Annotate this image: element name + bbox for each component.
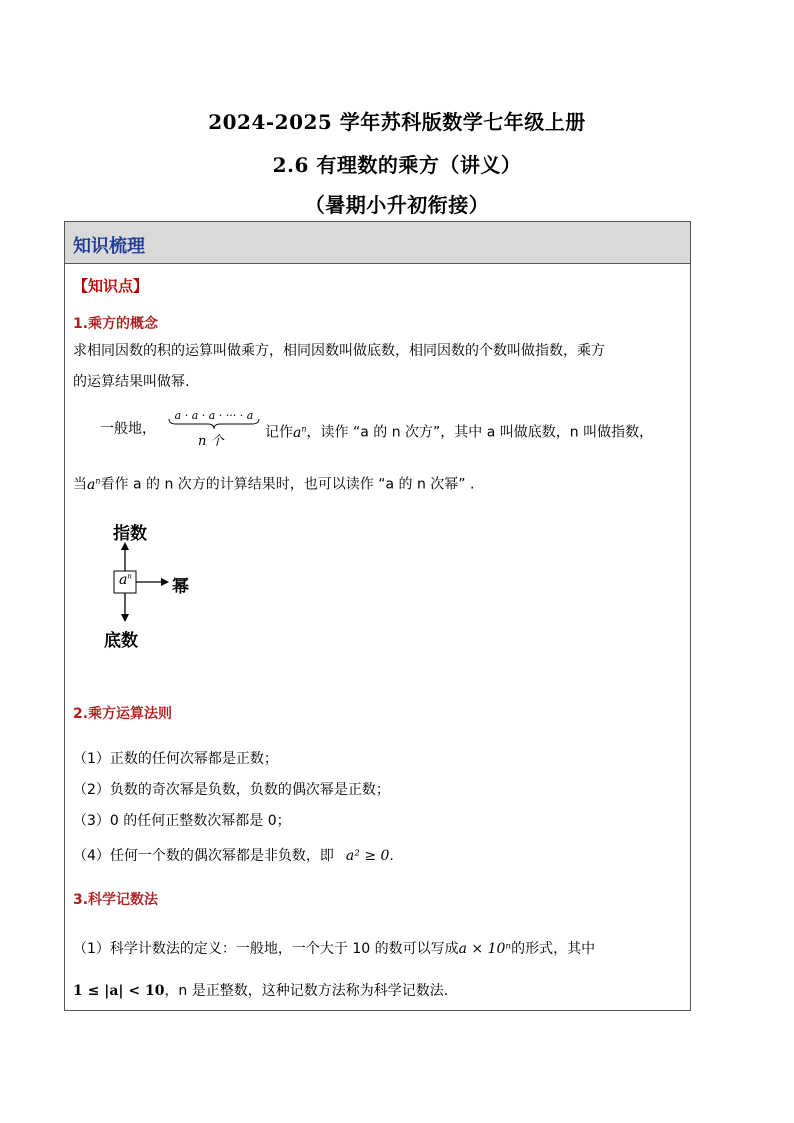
part1-para3-rest: 看作 a 的 n 次方的计算结果时，也可以读作 “a 的 n 次幂” . bbox=[100, 476, 475, 493]
part1-generally: 一般地， bbox=[100, 421, 156, 437]
n-count-label bbox=[198, 432, 224, 452]
part1-heading: 1.乘方的概念 bbox=[73, 316, 159, 332]
rule-4-math: a² ≥ 0 bbox=[345, 848, 390, 864]
sci-def-rest: ，n 是正整数，这种记数方法称为科学记数法. bbox=[164, 983, 449, 999]
a-n-inline-2 bbox=[87, 477, 101, 493]
part1-para3-prefix: 当 bbox=[73, 476, 87, 493]
diagram-center-exp: n bbox=[127, 572, 132, 581]
product-expression: a · a · a · ··· · a bbox=[174, 409, 254, 422]
diagram-center-base: a bbox=[119, 572, 128, 588]
sci-notation-def-line1 bbox=[73, 939, 595, 959]
n-count: n 个 bbox=[198, 434, 224, 449]
part1-para2-rest: ，读作 “a 的 n 次方”，其中 a 叫做底数，n 叫做指数， bbox=[306, 424, 654, 441]
doc-title-line1: 2024-2025 学年苏科版数学七年级上册 bbox=[208, 110, 586, 134]
sci-def-math: a × 10ⁿ bbox=[458, 941, 512, 957]
a-n-base-2: a bbox=[87, 476, 96, 493]
a-n-base: a bbox=[293, 424, 302, 441]
section-header bbox=[65, 222, 690, 264]
diagram-label-exponent: 指数 bbox=[113, 524, 147, 544]
part1-para2 bbox=[265, 419, 653, 443]
diagram-label-power: 幂 bbox=[172, 577, 189, 597]
sci-def-range: 1 ≤ |a| < 10 bbox=[73, 983, 165, 999]
doc-title-line3: （暑期小升初衔接） bbox=[304, 193, 490, 217]
rule-4-text: （4）任何一个数的偶次幂都是非负数，即 bbox=[73, 848, 334, 864]
a-n-exp: n bbox=[301, 424, 307, 433]
rule-4-end: . bbox=[389, 848, 394, 864]
part1-para2-after: 记作 bbox=[265, 424, 293, 441]
a-n-inline bbox=[293, 425, 307, 441]
sci-def-end: 的形式，其中 bbox=[511, 941, 596, 957]
rule-2: （2）负数的奇次幂是负数，负数的偶次幂是正数； bbox=[73, 782, 390, 798]
rule-4 bbox=[73, 846, 394, 866]
diagram-center bbox=[119, 572, 132, 588]
part2-heading: 2.乘方运算法则 bbox=[73, 706, 173, 722]
part1-para1-line1: 求相同因数的积的运算叫做乘方，相同因数叫做底数，相同因数的个数叫做指数，乘方 bbox=[73, 343, 605, 359]
knowledge-tag: 【知识点】 bbox=[73, 277, 149, 295]
sci-def-text: （1）科学计数法的定义：一般地，一个大于 10 的数可以写成 bbox=[73, 941, 459, 957]
rule-3: （3）0 的任何正整数次幂都是 0； bbox=[73, 813, 291, 829]
part3-heading: 3.科学记数法 bbox=[73, 892, 159, 908]
rule-1: （1）正数的任何次幂都是正数； bbox=[73, 751, 278, 767]
doc-title-line2: 2.6 有理数的乘方（讲义） bbox=[272, 153, 522, 177]
underbrace bbox=[168, 418, 260, 430]
a-n-exp-2: n bbox=[95, 476, 101, 485]
part1-para1-line2: 的运算结果叫做幂. bbox=[73, 374, 190, 390]
section-header-label: 知识梳理 bbox=[73, 236, 145, 257]
diagram-label-base: 底数 bbox=[104, 631, 138, 651]
power-diagram bbox=[96, 512, 196, 657]
part1-para3 bbox=[73, 471, 474, 495]
sci-notation-def-line2 bbox=[73, 981, 448, 1001]
